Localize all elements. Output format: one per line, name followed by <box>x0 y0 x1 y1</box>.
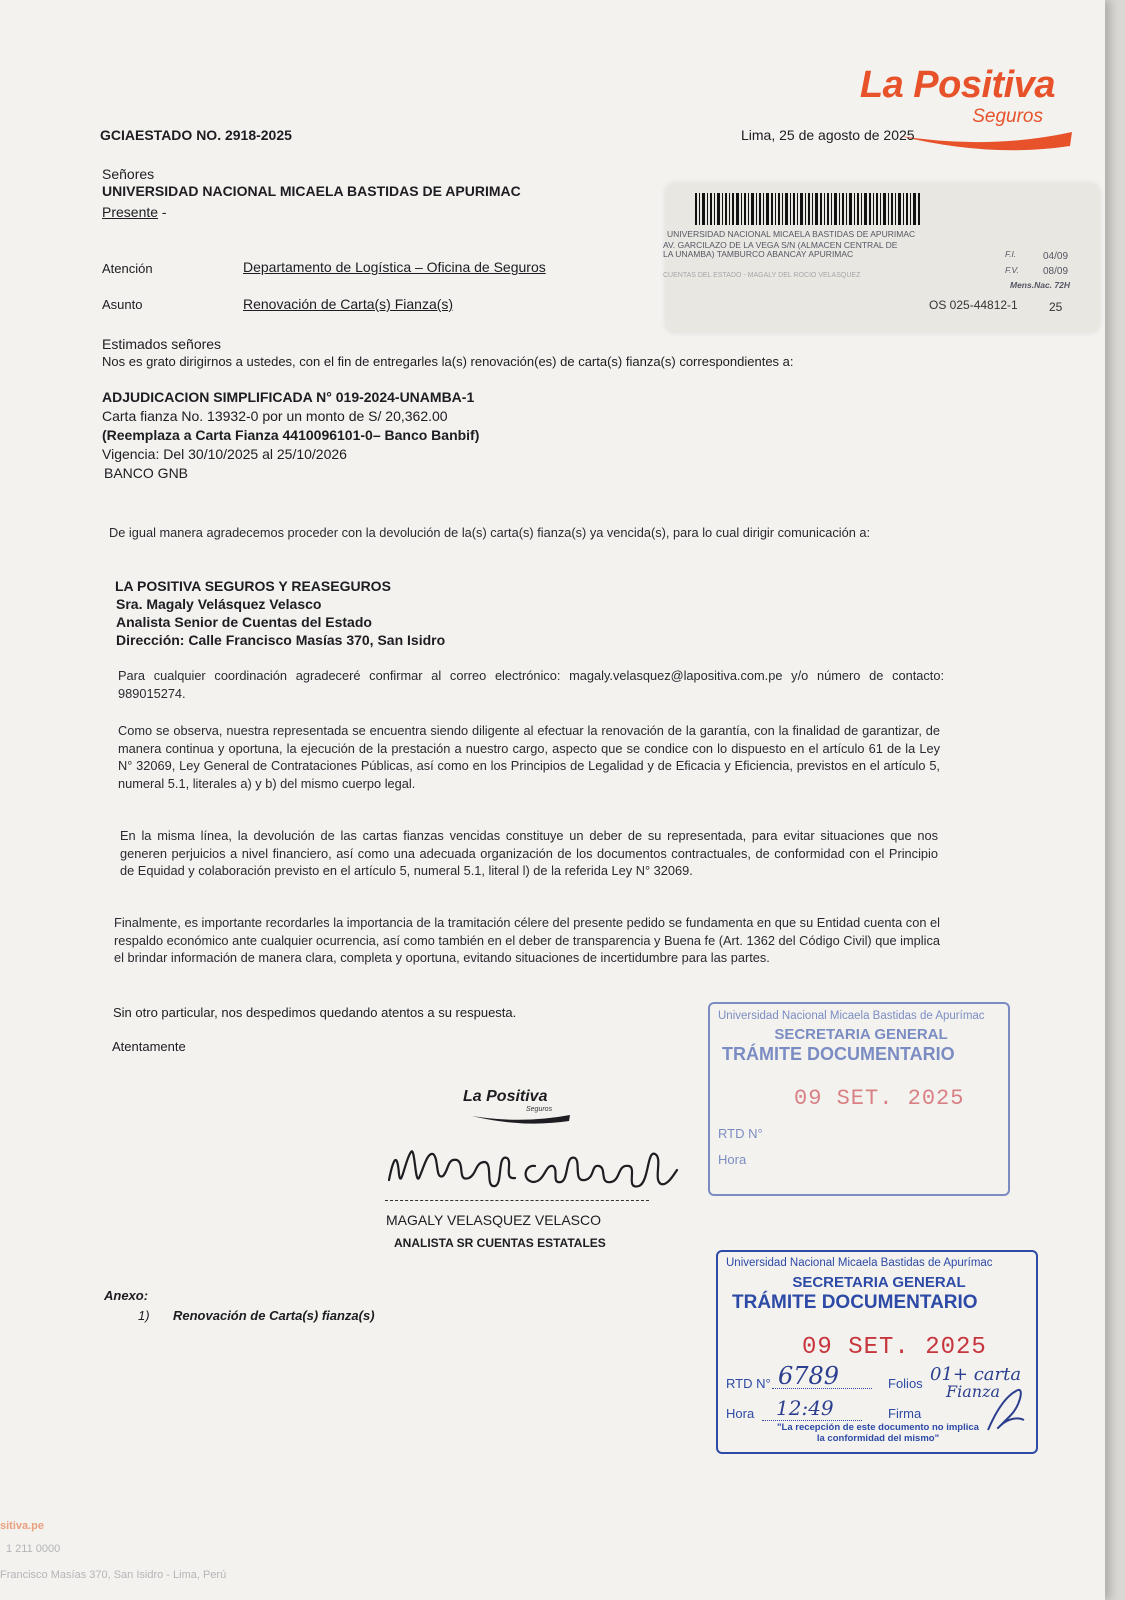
return-request: De igual manera agradecemos proceder con la devolución de la(s) carta(s) fianza(s) ya vencida(s), para lo cual dirigir comunicación a: <box>109 525 871 540</box>
bond-title: ADJUDICACION SIMPLIFICADA N° 019-2024-UNAMBA-1 <box>102 389 475 405</box>
stamp-rtd-label: RTD N° <box>726 1376 771 1391</box>
annex-item: Renovación de Carta(s) fianza(s) <box>173 1308 375 1323</box>
bond-bank: BANCO GNB <box>104 465 189 481</box>
stamp-hora-value: 12:49 <box>776 1396 834 1420</box>
letter-date: Lima, 25 de agosto de 2025 <box>741 127 915 143</box>
stamp-folios-value2: Fianza <box>946 1382 1001 1401</box>
presente-line <box>102 204 167 220</box>
stamp-faded-rtd: RTD N° <box>718 1126 763 1141</box>
fi-value: 04/09 <box>1043 251 1069 262</box>
recipient-name: UNIVERSIDAD NACIONAL MICAELA BASTIDAS DE APURIMAC <box>102 183 521 199</box>
fi-label: F.I. <box>1005 249 1017 259</box>
handwritten-signature-icon <box>385 1140 685 1202</box>
logo-swoosh-icon <box>900 128 1075 154</box>
closing-line: Sin otro particular, nos despedimos quedando atentos a su respuesta. <box>113 1005 517 1020</box>
atencion-label: Atención <box>102 261 153 276</box>
stamp-folios-value: 01+ carta <box>930 1364 1022 1385</box>
stamp-rtd-line <box>772 1388 872 1389</box>
mens-text: Mens.Nac. 72H <box>1010 280 1070 290</box>
stamp-university: Universidad Nacional Micaela Bastidas de Apurímac <box>726 1257 993 1269</box>
bond-validity: Vigencia: Del 30/10/2025 al 25/10/2026 <box>102 446 347 462</box>
contact-address: Dirección: Calle Francisco Masías 370, San Isidro <box>116 632 446 648</box>
reception-stamp-faded <box>708 1002 1010 1196</box>
intro-text: Nos es grato dirigirnos a ustedes, con el fin de entregarles la(s) renovación(es) de carta(s) fianza(s) correspondientes a: <box>102 354 794 369</box>
stamp-faded-title1: SECRETARIA GENERAL <box>774 1026 948 1043</box>
barcode-icon <box>695 193 925 225</box>
presente-text: Presente <box>102 204 159 220</box>
stamp-rtd-value: 6789 <box>778 1362 840 1390</box>
annex-label: Anexo: <box>104 1288 149 1303</box>
paragraph-return: En la misma línea, la devolución de las cartas fianzas vencidas constituye un deber de su representada, para evitar situaciones que nos generen perjuicios a nivel financiero, así como una adecuada organización de los documentos contractuales, de conformidad con el Principio de Equidad y colaboración previsto en el artículo 5, numeral 5.1, literal l) de la referida Ley N° 32069. <box>120 828 938 878</box>
stamp-title1: SECRETARIA GENERAL <box>792 1274 966 1291</box>
stamp-note2: la conformidad del mismo" <box>816 1433 940 1444</box>
stamp-faded-hora: Hora <box>718 1152 747 1167</box>
label-line3: LA UNAMBA) TAMBURCO ABANCAY APURIMAC <box>663 249 854 259</box>
paragraph-contact: Para cualquier coordinación agradeceré confirmar al correo electrónico: magaly.velasquez@lapositiva.com.pe y/o número de contacto: 989015274. <box>118 668 944 701</box>
fv-label: F.V. <box>1005 265 1019 275</box>
stamp-date: 09 SET. 2025 <box>802 1334 987 1361</box>
contact-person: Sra. Magaly Velásquez Velasco <box>116 596 322 612</box>
stamp-firma-label: Firma <box>888 1406 922 1421</box>
annex-number: 1) <box>138 1308 150 1323</box>
contact-company: LA POSITIVA SEGUROS Y REASEGUROS <box>115 578 391 594</box>
bond-amount: Carta fianza No. 13932-0 por un monto de S/ 20,362.00 <box>102 408 448 424</box>
label-line4: CUENTAS DEL ESTADO - MAGALY DEL ROCIO VELASQUEZ <box>663 272 861 279</box>
stamp-folios-label: Folios <box>888 1376 923 1391</box>
stamp-faded-date: 09 SET. 2025 <box>794 1086 965 1111</box>
asunto-value: Renovación de Carta(s) Fianza(s) <box>243 296 454 312</box>
stamp-faded-title2: TRÁMITE DOCUMENTARIO <box>722 1044 955 1064</box>
asunto-label: Asunto <box>102 297 143 312</box>
sign-off: Atentamente <box>112 1039 186 1054</box>
la-positiva-logo: La Positiva <box>859 64 1055 106</box>
fv-value: 08/09 <box>1043 266 1069 277</box>
footer-web: sitiva.pe <box>0 1520 45 1532</box>
stamp-hora-label: Hora <box>726 1406 755 1421</box>
stamp-note1: "La recepción de este documento no implica <box>777 1422 979 1433</box>
stamp-faded-university: Universidad Nacional Micaela Bastidas de Apurímac <box>718 1010 985 1022</box>
stamp-hora-line <box>762 1420 862 1421</box>
atencion-value: Departamento de Logística – Oficina de Seguros <box>243 259 546 275</box>
footer-phone: 1 211 0000 <box>6 1543 61 1555</box>
reference-number: GCIAESTADO NO. 2918-2025 <box>100 127 292 143</box>
reception-stamp <box>716 1250 1038 1454</box>
signature-logo: La Positiva <box>463 1088 548 1105</box>
footer-address: Francisco Masías 370, San Isidro - Lima, Perú <box>0 1569 227 1581</box>
label-line2: AV. GARCILAZO DE LA VEGA S/N (ALMACEN CENTRAL DE <box>663 240 898 250</box>
salutation: Señores <box>102 166 155 182</box>
presente-suffix: - <box>158 204 167 220</box>
greeting: Estimados señores <box>102 336 222 352</box>
os-number: OS 025-44812-1 <box>929 298 1018 312</box>
bond-replaces: (Reemplaza a Carta Fianza 4410096101-0– Banco Banbif) <box>102 427 480 443</box>
stamp-title2: TRÁMITE DOCUMENTARIO <box>732 1292 978 1313</box>
paragraph-final: Finalmente, es importante recordarles la importancia de la tramitación célere del presente pedido se fundamenta en que su Entidad cuenta con el respaldo económico ante cualquier ocurrencia, así como también en el deber de transparencia y Buena fe (Art. 1362 del Código Civil) que implica el brindar información de manera clara, completa y oportuna, evitando situaciones de incertidumbre para las partes. <box>114 915 940 965</box>
signature-logo-sub: Seguros <box>526 1106 553 1113</box>
label-line1: UNIVERSIDAD NACIONAL MICAELA BASTIDAS DE APURIMAC <box>667 229 916 239</box>
signature-line <box>385 1200 649 1201</box>
la-positiva-logo-sub: Seguros <box>972 106 1043 127</box>
shipping-label <box>665 183 1100 333</box>
contact-role: Analista Senior de Cuentas del Estado <box>116 614 372 630</box>
signature-swoosh-icon <box>472 1112 572 1126</box>
paragraph-diligence: Como se observa, nuestra representada se encuentra siendo diligente al efectuar la renovación de la garantía, con la finalidad de garantizar, de manera continua y oportuna, la ejecución de la prestación a nuestro cargo, aspecto que se condice con lo dispuesto en el artículo 61 de la Ley N° 32069, Ley General de Contrataciones Públicas, así como en los Principios de Legalidad y de Eficacia y Eficiencia, previstos en el artículo 5, numeral 5.1, literales a) y b) del mismo cuerpo legal. <box>118 723 940 791</box>
signatory-title: ANALISTA SR CUENTAS ESTATALES <box>394 1236 606 1250</box>
signatory-name: MAGALY VELASQUEZ VELASCO <box>386 1212 602 1228</box>
os-suffix: 25 <box>1049 300 1063 314</box>
